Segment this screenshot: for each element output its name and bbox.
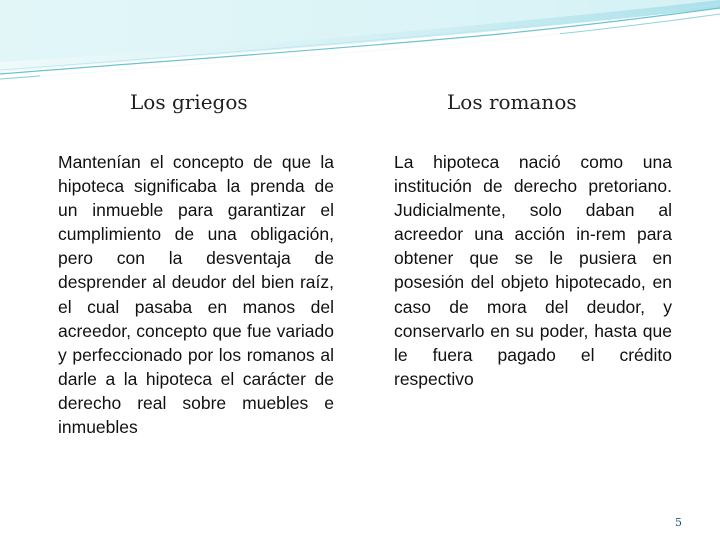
column-body-griegos: Mantenían el concepto de que la hipoteca significaba la prenda de un inmueble para garantizar el cumplimiento de una obligación, pero con la desventaja de desprender al deudor del bien raíz, el cual pasaba en manos del acreedor, concepto que fue variado y perfeccionado por los romanos al darle a la hipoteca el carácter de derecho real sobre muebles e inmuebles — [58, 152, 334, 438]
column-title-romanos: Los romanos — [447, 90, 577, 114]
column-title-griegos: Los griegos — [130, 90, 248, 114]
column-body-romanos: La hipoteca nació como una institución de derecho pretoriano. Judicialmente, solo daban al acreedor una acción in-rem para obtener que se le pusiera en posesión del objeto hipotecado, en caso de mora del deudor, y conservarlo en su poder, hasta que le fuera pagado el crédito respectivo — [394, 152, 672, 389]
page-number: 5 — [675, 516, 682, 529]
header-wave-decoration — [0, 0, 720, 90]
